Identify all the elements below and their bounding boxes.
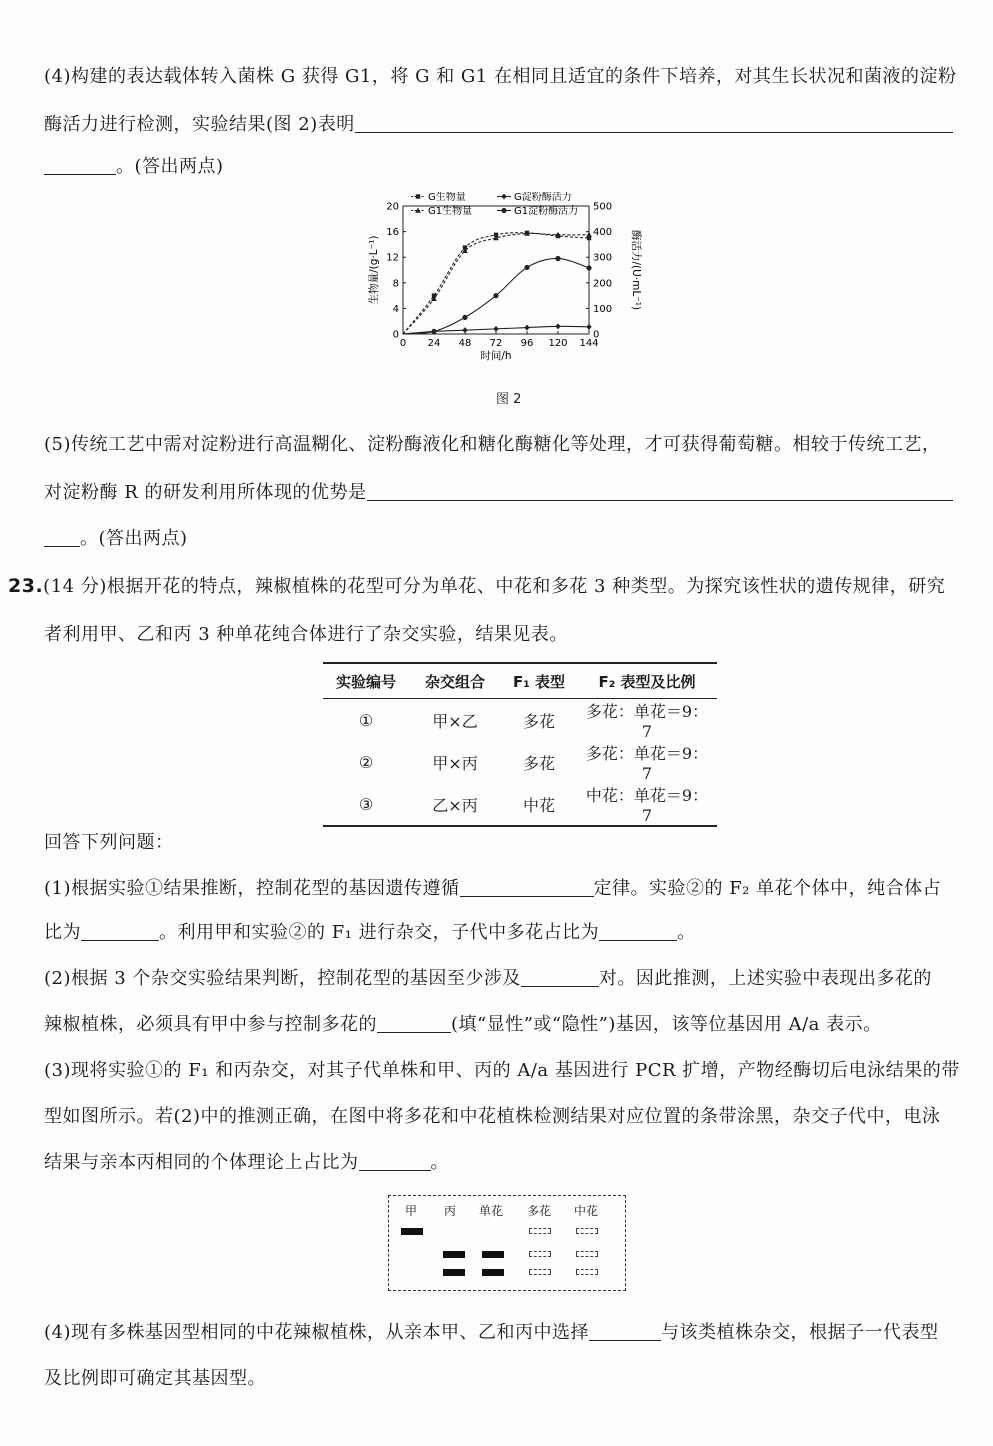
- empty-band-slot[interactable]: [529, 1269, 551, 1275]
- y-tick-label-left: 16: [386, 227, 399, 239]
- table-cell: 甲×乙: [432, 711, 478, 731]
- y-tick-label-left: 12: [386, 252, 399, 264]
- answer-blank[interactable]: [460, 878, 594, 897]
- data-point: [501, 208, 506, 213]
- answer-prompt: 回答下列问题：: [44, 832, 174, 853]
- table-row: [323, 699, 717, 742]
- q23-p3-line1: (3)现将实验①的 F₁ 和丙杂交，对其子代单株和甲、丙的 A/a 基因进行 PCR 扩增，产物经酶切后电泳结果的带: [44, 1060, 960, 1081]
- table-header-cell: F₂ 表型及比例: [577, 663, 717, 699]
- answer-blank[interactable]: [44, 156, 116, 175]
- table-cell: ③: [323, 783, 409, 826]
- q23-p1-line2: [44, 918, 696, 944]
- q23-p1-text-e: 。: [677, 922, 696, 943]
- answer-blank[interactable]: [377, 1014, 451, 1033]
- table-cell: 多花：单花＝9：7: [585, 702, 709, 741]
- x-axis-label: 时间/h: [480, 350, 512, 362]
- table-row: [323, 741, 717, 783]
- table-cell: 中花: [501, 783, 577, 826]
- series-line: [403, 233, 589, 334]
- x-tick-label: 24: [427, 338, 441, 349]
- q23-p4-line1: [44, 1318, 939, 1344]
- q22-part4-line3: [44, 152, 224, 178]
- plot-frame: [403, 206, 589, 334]
- data-point: [586, 324, 591, 330]
- answer-blank[interactable]: [359, 1152, 431, 1171]
- gel-band: [443, 1251, 465, 1258]
- y-tick-label-left: 0: [392, 329, 399, 341]
- q22-part4-line3-text: 。(答出两点): [116, 156, 224, 177]
- x-tick-label: 120: [548, 338, 568, 349]
- data-point: [555, 323, 560, 329]
- x-tick-label: 144: [579, 338, 599, 349]
- q22-part4-line1: (4)构建的表达载体转入菌株 G 获得 G1，将 G 和 G1 在相同且适宜的条件下培养，对其生长状况和菌液的淀粉: [44, 66, 957, 87]
- gel-lane-label: 单花: [479, 1204, 504, 1218]
- q22-part5-line3-text: 。(答出两点): [80, 528, 188, 549]
- table-header-cell: F₁ 表型: [501, 663, 577, 699]
- data-point: [524, 325, 529, 331]
- y-tick-label-left: 4: [392, 303, 399, 315]
- answer-blank[interactable]: [355, 114, 953, 133]
- q23-p2-line1: [44, 964, 932, 990]
- y-axis-label-right: 酶活力/(U·mL⁻¹): [630, 229, 642, 311]
- question-number: 23.: [8, 575, 44, 597]
- q23-p3-line3: [44, 1148, 449, 1174]
- table-cell: 多花: [522, 711, 555, 731]
- answer-blank[interactable]: [589, 1322, 661, 1341]
- chart-axes: [367, 202, 643, 363]
- table-cell: 甲×丙: [432, 753, 478, 773]
- q23-p2-text-c: 辣椒植株，必须具有甲中参与控制多花的: [44, 1014, 377, 1035]
- answer-blank[interactable]: [44, 528, 80, 547]
- data-point: [462, 327, 467, 333]
- answer-blank[interactable]: [367, 482, 953, 501]
- data-point: [416, 194, 420, 198]
- chart-series: [403, 231, 592, 335]
- q23-intro-line2: 者利用甲、乙和丙 3 种单花纯合体进行了杂交实验，结果见表。: [44, 624, 568, 645]
- y-tick-label-right: 100: [593, 303, 613, 315]
- y-tick-label-left: 20: [386, 201, 399, 213]
- q23-p4-line2: 及比例即可确定其基因型。: [44, 1368, 266, 1389]
- q23-p3-line2: 型如图所示。若(2)中的推测正确，在图中将多花和中花植株检测结果对应位置的条带涂黑，杂交子代中，电泳: [44, 1106, 941, 1127]
- y-tick-label-left: 8: [392, 278, 399, 290]
- q22-part5-line2-text: 对淀粉酶 R 的研发利用所体现的优势是: [44, 482, 367, 503]
- table-cell: 乙×丙: [409, 783, 501, 826]
- empty-band-slot[interactable]: [529, 1228, 551, 1234]
- q23-p4-text-b: 与该类植株杂交，根据子一代表型: [661, 1322, 939, 1343]
- table-cell: 多花：单花＝9：7: [585, 744, 709, 783]
- q23-p2-text-b: 对。因此推测，上述实验中表现出多花的: [598, 968, 932, 989]
- q23-intro-line1: [8, 572, 945, 598]
- q23-p2-text-a: (2)根据 3 个杂交实验结果判断，控制花型的基因至少涉及: [44, 968, 521, 989]
- data-point: [431, 329, 436, 334]
- gel-band: [401, 1228, 423, 1235]
- table-header-row: [323, 663, 717, 699]
- gel-band: [482, 1251, 504, 1258]
- gel-lane-label: 甲: [405, 1204, 418, 1218]
- y-tick-label-right: 500: [593, 201, 613, 213]
- data-point: [462, 315, 467, 320]
- y-tick-label-right: 0: [593, 329, 600, 341]
- gel-lane-label: 丙: [444, 1204, 457, 1218]
- gel-band: [482, 1269, 504, 1276]
- answer-blank[interactable]: [599, 922, 677, 941]
- table-cell: 中花：单花＝9：7: [577, 783, 717, 826]
- answer-blank[interactable]: [521, 968, 599, 987]
- chart-legend: [411, 192, 578, 217]
- y-tick-label-right: 300: [593, 252, 613, 264]
- data-point: [524, 265, 529, 270]
- figure2-chart: [355, 192, 645, 374]
- gel-electrophoresis-figure: [388, 1195, 626, 1291]
- table-cell: 多花: [522, 753, 555, 773]
- table-cell: ②: [358, 752, 374, 772]
- q23-p1-text-c: 比为: [44, 922, 81, 943]
- q23-p1-text-a: (1)根据实验①结果推断，控制花型的基因遗传遵循: [44, 878, 460, 899]
- gel-lane-label: 中花: [574, 1204, 599, 1218]
- q23-p1-text-d: 。利用甲和实验②的 F₁ 进行杂交，子代中多花占比为: [159, 922, 600, 943]
- gel-band: [443, 1269, 465, 1276]
- table-row: [323, 783, 717, 826]
- y-axis-label-left: 生物量/(g·L⁻¹): [368, 235, 380, 305]
- q22-part5-line3: [44, 524, 188, 550]
- q23-intro-text1: (14 分)根据开花的特点，辣椒植株的花型可分为单花、中花和多花 3 种类型。为探究该性状的遗传规律，研究: [43, 576, 946, 597]
- table-header-cell: 实验编号: [323, 663, 409, 699]
- data-point: [493, 293, 498, 298]
- q22-part4-line2: [44, 110, 953, 136]
- q23-p4-text-a: (4)现有多株基因型相同的中花辣椒植株，从亲本甲、乙和丙中选择: [44, 1322, 589, 1343]
- q23-p1-line1: [44, 874, 941, 900]
- legend-label: G生物量: [428, 192, 466, 203]
- q22-part4-line2-text: 酶活力进行检测，实验结果(图 2)表明: [44, 114, 355, 135]
- q22-part5-line2: [44, 478, 953, 504]
- figure2-caption: 图 2: [496, 392, 522, 407]
- table-header-cell: 杂交组合: [409, 663, 501, 699]
- legend-label: G淀粉酶活力: [514, 192, 572, 203]
- x-tick-label: 0: [399, 338, 407, 349]
- q23-p2-text-d: (填“显性”或“隐性”)基因，该等位基因用 A/a 表示。: [451, 1014, 882, 1035]
- empty-band-slot[interactable]: [576, 1251, 598, 1257]
- q23-p1-text-b: 定律。实验②的 F₂ 单花个体中，纯合体占: [593, 878, 942, 899]
- x-tick-label: 72: [489, 338, 503, 349]
- q22-part5-line1: (5)传统工艺中需对淀粉进行高温糊化、淀粉酶液化和糖化酶糖化等处理，才可获得葡萄糖。相较于传统工艺，: [44, 434, 941, 455]
- cross-results-table: [323, 662, 717, 827]
- table-cell: ①: [358, 710, 374, 730]
- data-point: [501, 194, 506, 200]
- empty-band-slot[interactable]: [529, 1251, 551, 1257]
- x-tick-label: 48: [458, 338, 472, 349]
- q23-p3-text-d: 。: [430, 1152, 449, 1173]
- gel-lane-label: 多花: [527, 1204, 552, 1218]
- data-point: [555, 256, 560, 261]
- y-tick-label-right: 200: [593, 278, 613, 290]
- x-tick-label: 96: [520, 338, 534, 349]
- legend-label: G1淀粉酶活力: [514, 206, 579, 217]
- series-line: [403, 233, 589, 334]
- legend-label: G1生物量: [428, 206, 473, 217]
- q23-p3-text-c: 结果与亲本丙相同的个体理论上占比为: [44, 1152, 359, 1173]
- answer-blank[interactable]: [81, 922, 159, 941]
- data-point: [586, 232, 592, 237]
- empty-band-slot[interactable]: [576, 1228, 598, 1234]
- data-point: [586, 265, 591, 270]
- data-point: [493, 326, 498, 332]
- y-tick-label-right: 400: [593, 227, 613, 239]
- empty-band-slot[interactable]: [576, 1269, 598, 1275]
- q23-p2-line2: [44, 1010, 882, 1036]
